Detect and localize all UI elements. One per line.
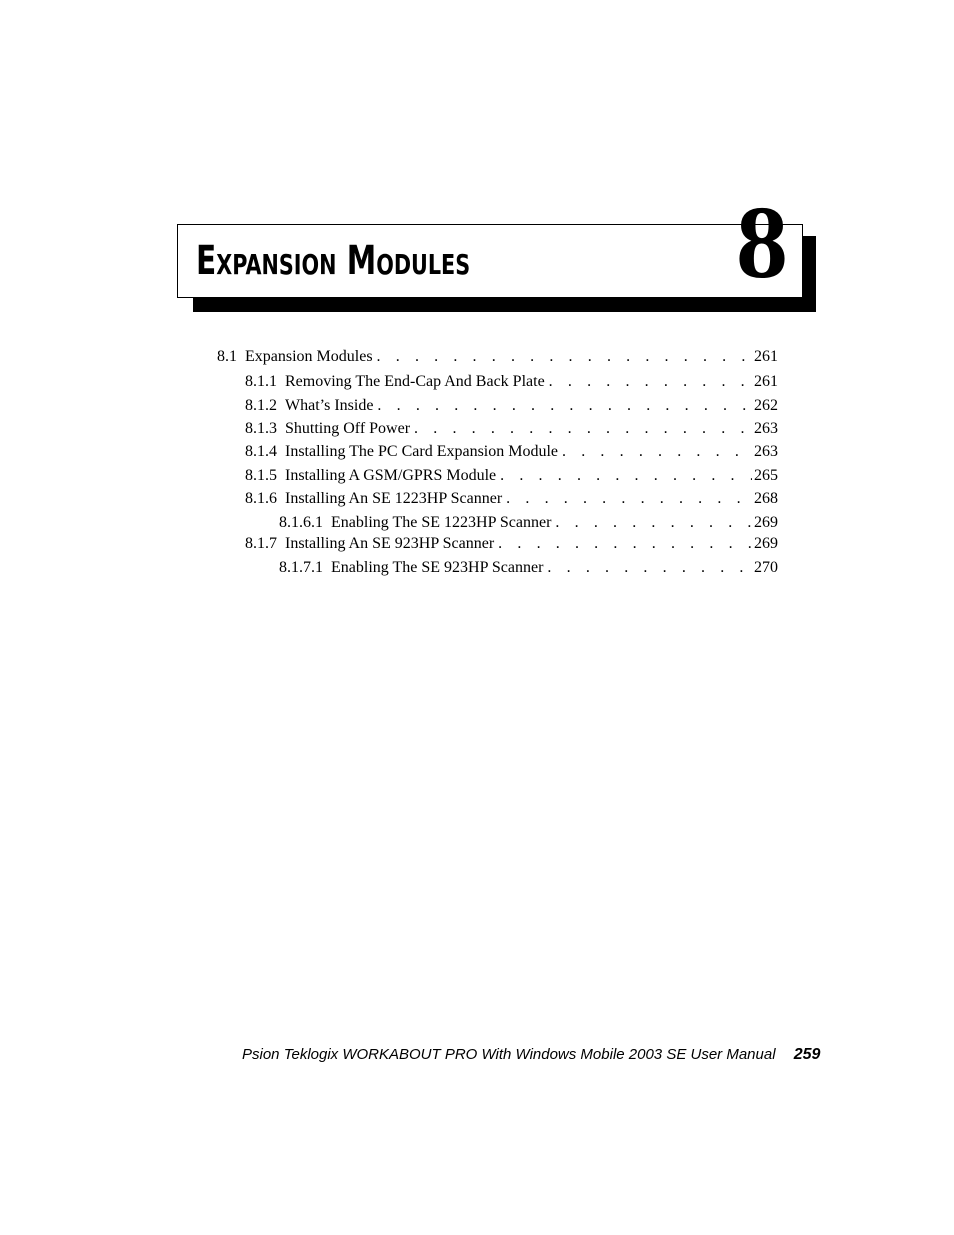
toc-entry-label: Installing A GSM/GPRS Module: [285, 467, 497, 484]
footer-page-number: 259: [793, 1046, 821, 1063]
toc-entry[interactable]: [245, 372, 778, 392]
toc-entry[interactable]: [245, 442, 778, 462]
toc-leader-dots: [545, 372, 752, 392]
toc-entry-page: 261: [754, 373, 778, 390]
toc-entry-label: What’s Inside: [285, 397, 374, 414]
toc-leader-dots: [373, 347, 752, 367]
toc-entry[interactable]: [245, 534, 778, 554]
toc-entry-label: Shutting Off Power: [285, 420, 411, 437]
toc-entry-number: 8.1: [217, 348, 237, 365]
toc-entry-page: 265: [754, 467, 778, 484]
toc-entry[interactable]: [279, 513, 778, 533]
toc-entry-number: 8.1.7: [245, 535, 277, 552]
toc-entry-number: 8.1.3: [245, 420, 277, 437]
toc-leader-dots: [496, 466, 752, 486]
toc-leader-dots: [558, 442, 752, 462]
toc-entry-number: 8.1.2: [245, 397, 277, 414]
toc-entry-number: 8.1.4: [245, 443, 277, 460]
toc-entry-page: 270: [754, 559, 778, 576]
toc-entry-number: 8.1.6.1: [279, 514, 323, 531]
toc-entry-page: 263: [754, 443, 778, 460]
toc-entry-page: 263: [754, 420, 778, 437]
toc-entry[interactable]: [245, 466, 778, 486]
toc-entry-number: 8.1.7.1: [279, 559, 323, 576]
toc-entry[interactable]: [245, 419, 778, 439]
chapter-banner: [177, 224, 803, 298]
toc-entry-page: 268: [754, 490, 778, 507]
page-footer: [242, 1045, 842, 1065]
toc-entry[interactable]: [217, 347, 778, 367]
toc-entry[interactable]: [245, 396, 778, 416]
toc-entry-label: Installing An SE 1223HP Scanner: [285, 490, 503, 507]
toc-leader-dots: [551, 513, 752, 533]
toc-entry-page: 262: [754, 397, 778, 414]
toc-entry-number: 8.1.5: [245, 467, 277, 484]
toc-entry[interactable]: [279, 558, 778, 578]
toc-leader-dots: [543, 558, 752, 578]
toc-entry-page: 261: [754, 348, 778, 365]
toc-entry-label: Expansion Modules: [245, 348, 373, 365]
toc-entry-number: 8.1.1: [245, 373, 277, 390]
toc-entry-label: Installing The PC Card Expansion Module: [285, 443, 559, 460]
toc-entry-number: 8.1.6: [245, 490, 277, 507]
footer-title: Psion Teklogix WORKABOUT PRO With Windows Mobile 2003 SE User Manual: [242, 1046, 776, 1063]
toc-entry-label: Installing An SE 923HP Scanner: [285, 535, 495, 552]
toc-entry-page: 269: [754, 535, 778, 552]
chapter-title: Expansion Modules: [196, 238, 471, 284]
toc-entry-label: Removing The End-Cap And Back Plate: [285, 373, 545, 390]
toc-entry[interactable]: [245, 489, 778, 509]
toc-entry-page: 269: [754, 514, 778, 531]
toc-leader-dots: [494, 534, 752, 554]
chapter-number: 8: [736, 185, 788, 300]
toc-leader-dots: [373, 396, 752, 416]
toc-entry-label: Enabling The SE 1223HP Scanner: [331, 514, 552, 531]
toc-leader-dots: [410, 419, 752, 439]
toc-leader-dots: [502, 489, 752, 509]
toc-entry-label: Enabling The SE 923HP Scanner: [331, 559, 544, 576]
